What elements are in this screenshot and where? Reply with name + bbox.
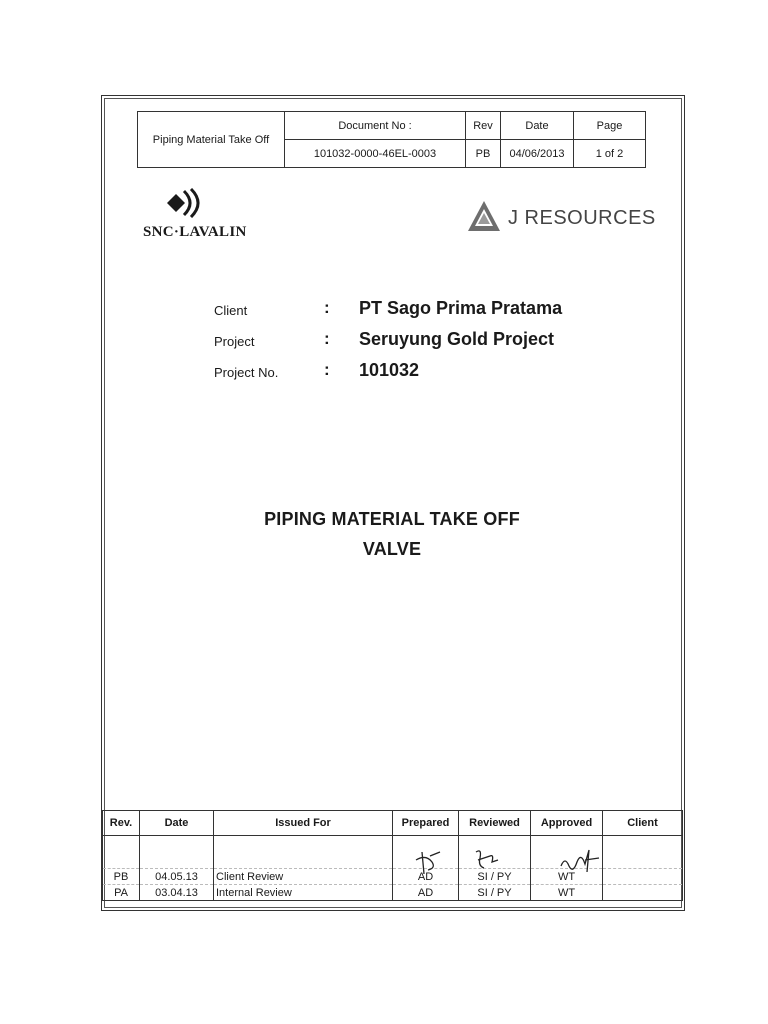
project-no-colon: : bbox=[324, 360, 330, 379]
row-rev: PB bbox=[103, 869, 140, 885]
rev-value: PB bbox=[466, 140, 501, 168]
row-approved: WT bbox=[531, 885, 603, 901]
row-reviewed: SI / PY bbox=[459, 869, 531, 885]
row-prepared: AD bbox=[393, 869, 459, 885]
snc-lavalin-logo bbox=[143, 188, 267, 244]
j-resources-triangle-icon bbox=[466, 199, 502, 235]
document-header-table bbox=[137, 111, 646, 168]
document-title-line-1: PIPING MATERIAL TAKE OFF bbox=[264, 509, 520, 529]
j-resources-wordmark: J RESOURCES bbox=[508, 207, 656, 229]
project-no-row bbox=[214, 358, 614, 382]
table-row bbox=[103, 885, 683, 901]
row-reviewed: SI / PY bbox=[459, 885, 531, 901]
page-value: 1 of 2 bbox=[574, 140, 646, 168]
date-value: 04/06/2013 bbox=[501, 140, 574, 168]
revision-header-row bbox=[103, 811, 683, 836]
row-issued-for: Internal Review bbox=[214, 885, 393, 901]
document-no-label: Document No : bbox=[285, 112, 466, 140]
date-column-header: Date bbox=[140, 811, 214, 836]
date-label: Date bbox=[501, 112, 574, 140]
project-label: Project bbox=[214, 334, 255, 349]
prepared-signature bbox=[410, 848, 450, 878]
project-value: Seruyung Gold Project bbox=[359, 329, 555, 349]
rev-column-header: Rev. bbox=[103, 811, 140, 836]
project-row bbox=[214, 327, 614, 351]
approved-column-header: Approved bbox=[531, 811, 603, 836]
client-label: Client bbox=[214, 303, 248, 318]
client-row bbox=[214, 296, 614, 320]
row-rev: PA bbox=[103, 885, 140, 901]
row-approved: WT bbox=[531, 869, 603, 885]
client-column-header: Client bbox=[603, 811, 683, 836]
client-value: PT Sago Prima Pratama bbox=[359, 298, 563, 318]
client-colon: : bbox=[324, 298, 330, 317]
reviewed-column-header: Reviewed bbox=[459, 811, 531, 836]
project-no-label: Project No. bbox=[214, 365, 279, 380]
row-client bbox=[603, 885, 683, 901]
snc-lavalin-wordmark: SNC·LAVALIN bbox=[143, 224, 247, 240]
project-no-value: 101032 bbox=[359, 360, 420, 380]
rev-label: Rev bbox=[466, 112, 501, 140]
row-prepared: AD bbox=[393, 885, 459, 901]
prepared-column-header: Prepared bbox=[393, 811, 459, 836]
approved-signature bbox=[555, 846, 605, 878]
document-title-line-2: VALVE bbox=[362, 539, 422, 559]
header-title: Piping Material Take Off bbox=[138, 112, 285, 168]
row-date: 04.05.13 bbox=[140, 869, 214, 885]
page-label: Page bbox=[574, 112, 646, 140]
issued-for-column-header: Issued For bbox=[214, 811, 393, 836]
reviewed-signature bbox=[468, 846, 508, 876]
row-issued-for: Client Review bbox=[214, 869, 393, 885]
project-colon: : bbox=[324, 329, 330, 348]
snc-lavalin-chevron-icon bbox=[167, 188, 207, 218]
j-resources-logo bbox=[466, 199, 656, 239]
document-no-value: 101032-0000-46EL-0003 bbox=[285, 140, 466, 168]
row-date: 03.04.13 bbox=[140, 885, 214, 901]
row-client bbox=[603, 869, 683, 885]
